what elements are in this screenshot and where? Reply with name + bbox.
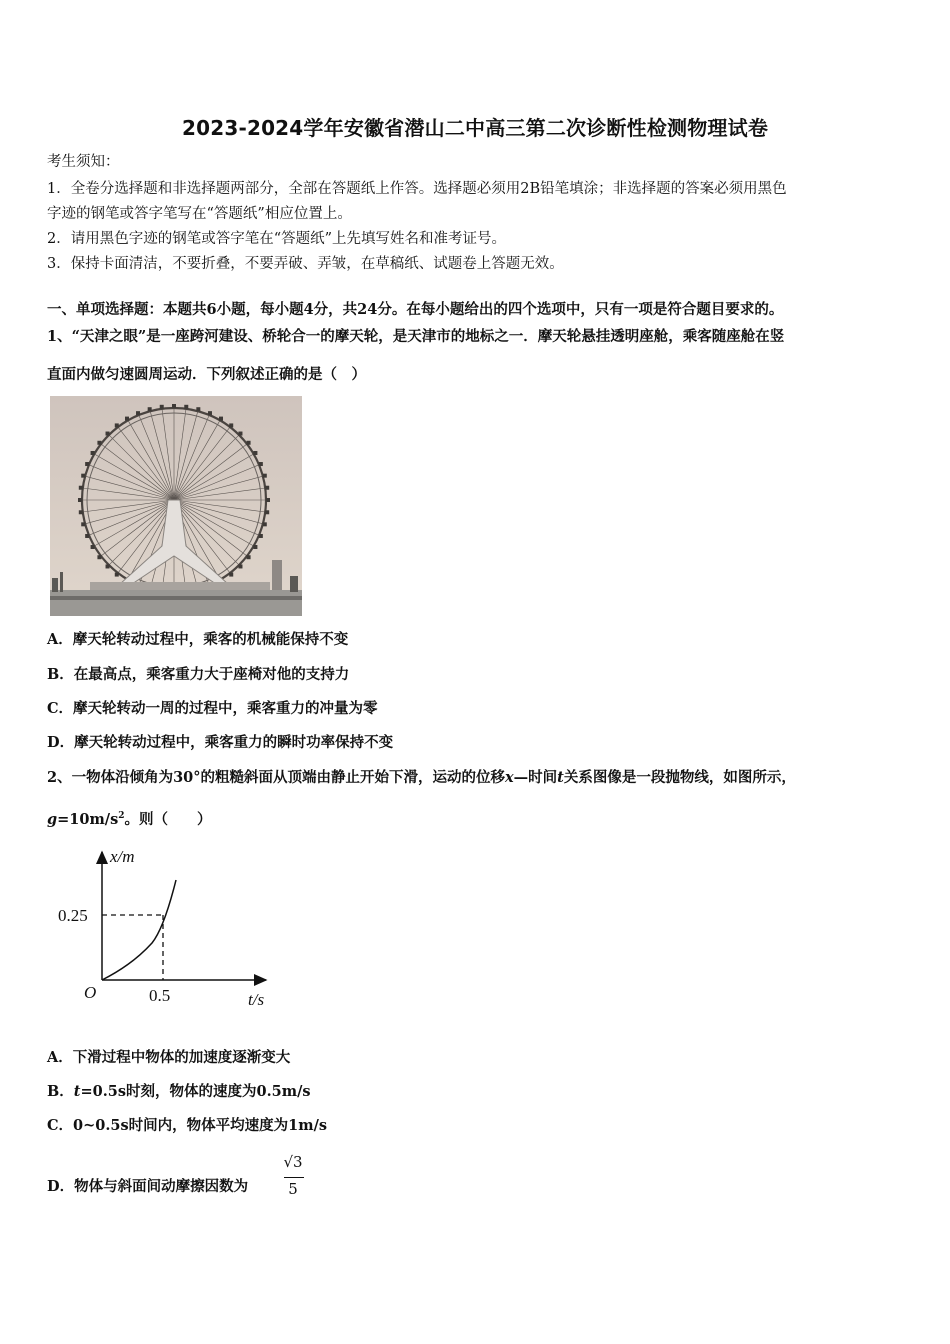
wheel-cabin [79, 510, 83, 514]
wheel-cabin [81, 474, 85, 478]
wheel-cabin [253, 451, 257, 455]
y-axis-label: x/m [110, 847, 135, 866]
q1-stem-line1: 1、“天津之眼”是一座跨河建设、桥轮合一的摩天轮，是天津市的地标之一．摩天轮悬挂透明座舱，乘客随座舱在竖 [47, 328, 785, 345]
wheel-cabin [247, 441, 251, 445]
wheel-cabin [136, 411, 140, 415]
fraction-bar [284, 1177, 304, 1178]
q2-stem-a: 2、一物体沿倾角为30°的粗糙斜面从顶端由静止开始下滑，运动的位移 [47, 769, 506, 786]
y-tick-label: 0.25 [58, 906, 88, 925]
fraction-numerator: √3 [283, 1153, 303, 1171]
fraction-denominator: 5 [288, 1180, 298, 1198]
q2-option-b [47, 1082, 311, 1102]
xt-graph [52, 840, 282, 1010]
wheel-cabin [97, 441, 101, 445]
q2-stem-c: 关系图像是一段抛物线，如图所示， [563, 769, 796, 786]
wheel-cabin [229, 423, 233, 427]
wheel-cabin [81, 522, 85, 526]
q2-stem-e: 。则（ ） [124, 811, 212, 828]
wheel-cabin [106, 432, 110, 436]
wheel-cabin [263, 522, 267, 526]
wheel-cabin [115, 423, 119, 427]
notice-item-3: 3．保持卡面清洁，不要折叠，不要弄破、弄皱，在草稿纸、试题卷上答题无效。 [47, 256, 564, 272]
wheel-cabin [184, 405, 188, 409]
wheel-cabin [85, 534, 89, 538]
wheel-cabin [172, 404, 176, 408]
wheel-cabin [160, 405, 164, 409]
q2-stem-t: t [557, 769, 564, 786]
q1-stem-line2: 直面内做匀速圆周运动．下列叙述正确的是（ ） [47, 366, 366, 383]
q2-stem-x: x [505, 769, 514, 786]
q2-option-d: D．物体与斜面间动摩擦因数为 [47, 1178, 249, 1195]
q2-option-b-var: t [73, 1083, 81, 1100]
q2-stem-line1 [47, 768, 796, 788]
wheel-cabin [265, 510, 269, 514]
notice-item-1-cont: 字迹的钢笔或答字笔写在“答题纸”相应位置上。 [47, 206, 352, 222]
wheel-cabin [219, 417, 223, 421]
q1-option-b: B．在最高点，乘客重力大于座椅对他的支持力 [47, 666, 350, 683]
wheel-cabin [196, 407, 200, 411]
wheel-cabin [259, 534, 263, 538]
wheel-cabin [79, 486, 83, 490]
q1-option-c: C．摩天轮转动一周的过程中，乘客重力的冲量为零 [47, 700, 378, 717]
wheel-cabin [115, 573, 119, 577]
wheel-cabin [208, 411, 212, 415]
ferris-wheel-photo [50, 396, 302, 616]
wheel-cabin [106, 564, 110, 568]
notice-heading: 考生须知： [47, 154, 120, 170]
q2-option-b-prefix: B． [47, 1083, 74, 1100]
q2-stem-line2 [47, 806, 212, 830]
wheel-cabin [263, 474, 267, 478]
wheel-cabin [266, 498, 270, 502]
q2-stem-b: —时间 [513, 769, 558, 786]
q2-option-c: C．0~0.5s时间内，物体平均速度为1m/s [47, 1117, 328, 1134]
wheel-cabin [148, 407, 152, 411]
wheel-cabin [85, 462, 89, 466]
wheel-cabin [78, 498, 82, 502]
q2-option-b-rest: =0.5s时刻，物体的速度为0.5m/s [80, 1083, 311, 1100]
wheel-cabin [247, 555, 251, 559]
wheel-cabin [97, 555, 101, 559]
q2-option-a: A．下滑过程中物体的加速度逐渐变大 [47, 1049, 291, 1066]
wheel-cabin [125, 417, 129, 421]
page-title: 2023-2024学年安徽省潜山二中高三第二次诊断性检测物理试卷 [181, 116, 769, 140]
q1-option-d: D．摩天轮转动过程中，乘客重力的瞬时功率保持不变 [47, 734, 394, 751]
wheel-cabin [259, 462, 263, 466]
notice-item-1: 1．全卷分选择题和非选择题两部分，全部在答题纸上作答。选择题必须用2B铅笔填涂；非选择题的答案必须用黑色 [47, 181, 787, 197]
notice-item-2: 2．请用黑色字迹的钢笔或答字笔在“答题纸”上先填写姓名和准考证号。 [47, 231, 507, 247]
parabola-curve [102, 880, 176, 980]
wheel-cabin [229, 573, 233, 577]
q2-stem-g: g [47, 811, 58, 828]
q2-stem-sup: 2 [118, 811, 125, 821]
wheel-cabin [238, 432, 242, 436]
origin-label: O [84, 983, 97, 1002]
q1-option-a: A．摩天轮转动过程中，乘客的机械能保持不变 [47, 631, 349, 648]
wheel-cabin [253, 545, 257, 549]
wheel-cabin [265, 486, 269, 490]
fraction-sqrt3-over-5 [282, 1153, 304, 1201]
x-tick-label: 0.5 [149, 986, 171, 1005]
x-axis-label: t/s [248, 990, 265, 1009]
wheel-cabin [91, 451, 95, 455]
section-heading: 一、单项选择题：本题共6小题，每小题4分，共24分。在每小题给出的四个选项中，只有一项是符合题目要求的。 [47, 301, 784, 318]
wheel-cabin [238, 564, 242, 568]
wheel-cabin [91, 545, 95, 549]
q2-stem-d: =10m/s [57, 811, 119, 828]
